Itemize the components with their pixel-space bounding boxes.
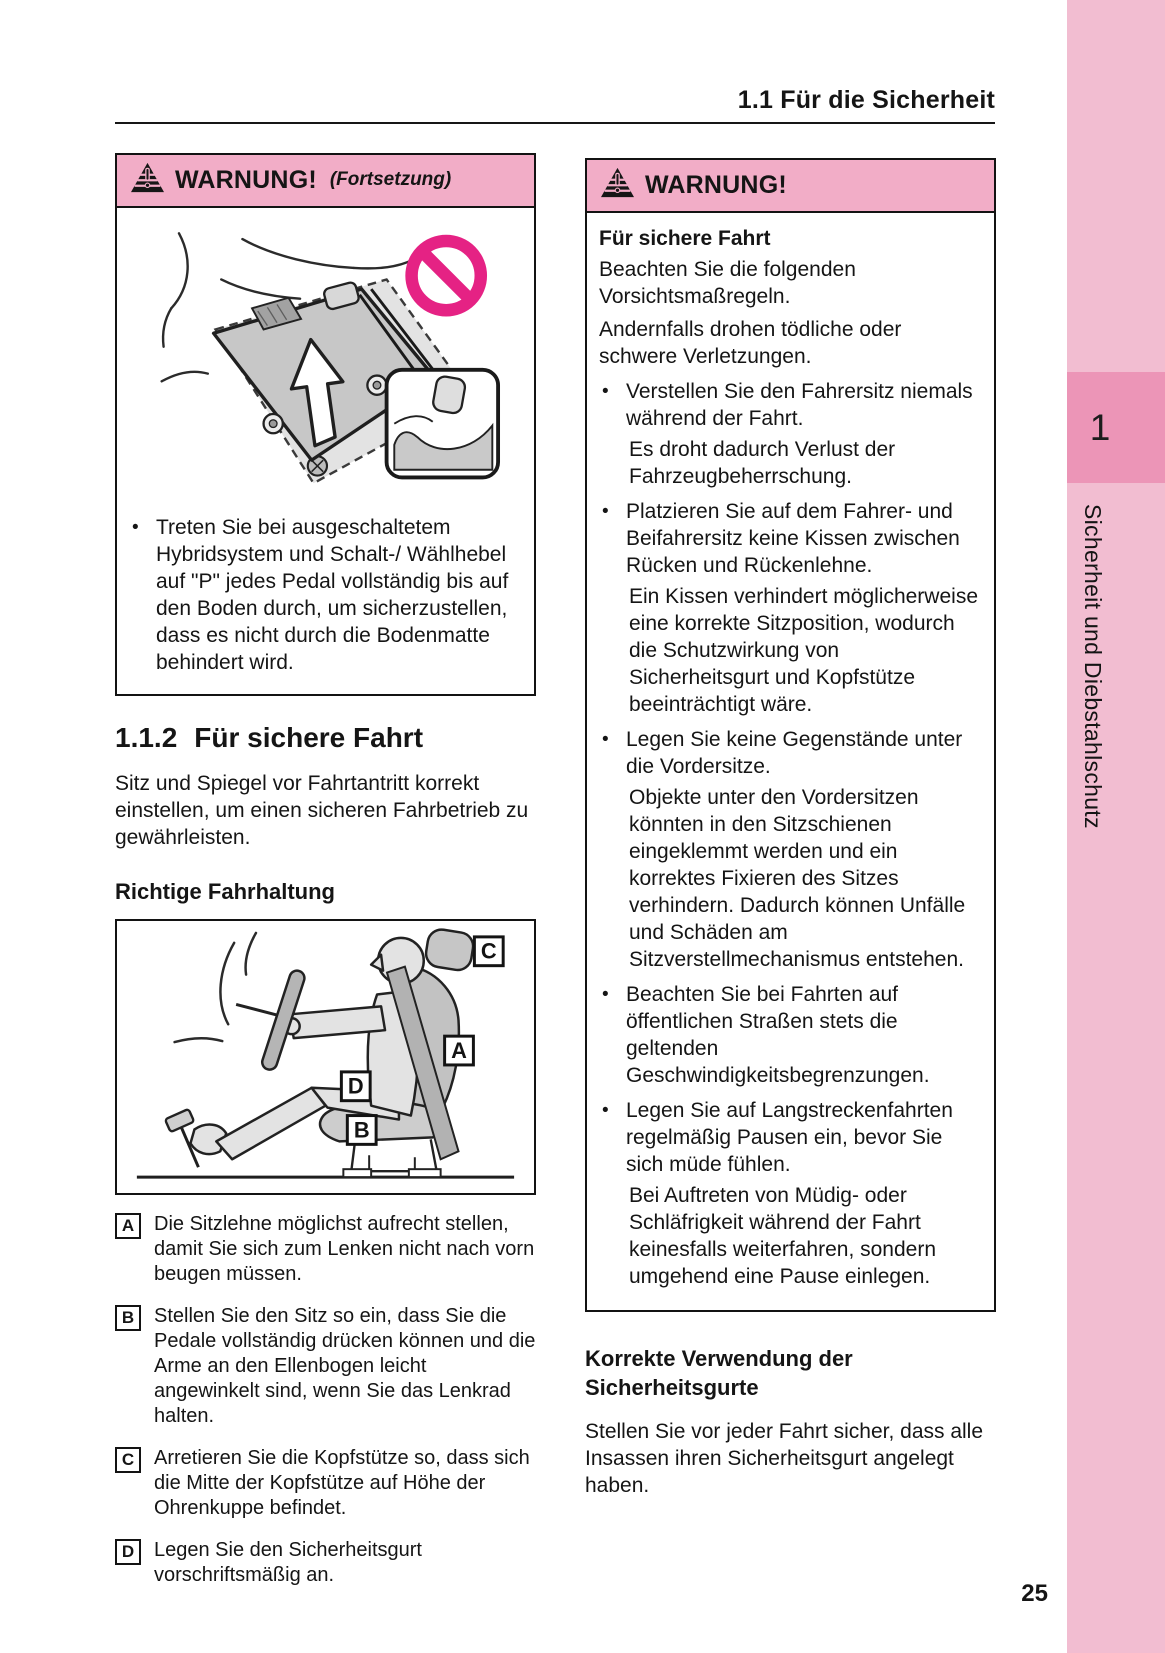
warning-bullet: • Beachten Sie bei Fahrten auf öffentlichen Straßen stets die geltenden Geschwindigkeitsbegrenzungen. — [602, 983, 930, 1087]
warning-para: Andernfalls drohen tödliche oder schwere Verletzungen. — [599, 318, 902, 368]
list-item — [115, 1304, 536, 1429]
chapter-sidebar — [1067, 0, 1165, 1653]
warning-bullet: • Legen Sie keine Gegenstände unter die Vordersitze. — [602, 728, 963, 778]
key-text-a: Die Sitzlehne möglichst aufrecht stellen, damit Sie sich zum Lenken nicht nach vorn beugen müssen. — [154, 1213, 535, 1285]
chapter-number-tab — [1067, 372, 1165, 483]
prohibition-icon — [412, 241, 481, 310]
page-title: 1.1 Für die Sicherheit — [737, 86, 995, 114]
seatbelt-subheading: Korrekte Verwendung der Sicherheitsgurte — [585, 1346, 853, 1400]
left-column — [115, 153, 536, 1588]
warning-bullet: • Platzieren Sie auf dem Fahrer- und Beifahrersitz keine Kissen zwischen Rücken und Rückenlehne. — [602, 500, 960, 577]
warning-title: WARNUNG! — [175, 165, 317, 194]
list-item — [115, 1538, 536, 1588]
warning-body — [587, 213, 994, 1310]
list-item — [115, 1446, 536, 1521]
figure-label-d: D — [347, 1073, 364, 1099]
key-text-d: Legen Sie den Sicherheitsgurt vorschriftsmäßig an. — [154, 1539, 422, 1586]
key-box-d: D — [115, 1539, 141, 1565]
driving-posture-illustration — [115, 919, 536, 1195]
warning-para: Beachten Sie die folgenden Vorsichtsmaßregeln. — [599, 258, 856, 308]
warning-header — [587, 160, 994, 213]
posture-subheading: Richtige Fahrhaltung — [115, 879, 335, 904]
warning-bullet-text: Treten Sie bei ausgeschaltetem Hybridsystem und Schalt-/ Wählhebel auf "P" jedes Pedal vollständig bis auf den Boden durch, um sicherzustellen, dass es nicht durch die Bodenmatte behindert wird. — [156, 516, 509, 674]
warning-box-continued — [115, 153, 536, 696]
warning-header — [117, 155, 534, 208]
warning-bullet-note: Objekte unter den Vordersitzen könnten in den Sitzschienen eingeklemmt werden und ein korrektes Fixieren des Sitzes verhindern. Dadurch können Unfälle und Schäden am Sitzverstellmechanismus entstehen. — [629, 786, 966, 971]
bullet-dot: • — [132, 517, 139, 538]
figure-label-b: B — [353, 1117, 370, 1143]
chapter-number: 1 — [1089, 406, 1111, 448]
warning-bullet: • Legen Sie auf Langstreckenfahrten regelmäßig Pausen ein, bevor Sie sich müde fühlen. — [602, 1099, 953, 1176]
warning-bullet-note: Bei Auftreten von Müdig- oder Schläfrigkeit während der Fahrt keinesfalls weiterfahren, sondern umgehend eine Pause einlegen. — [629, 1184, 937, 1288]
key-box-c: C — [115, 1447, 141, 1473]
warning-bullet-note: Es droht dadurch Verlust der Fahrzeugbeherrschung. — [629, 438, 896, 488]
key-box-a: A — [115, 1213, 141, 1239]
warning-bullet-note: Ein Kissen verhindert möglicherweise eine korrekte Sitzposition, wodurch die Schutzwirkung von Sicherheitsgurt und Kopfstütze beeinträchtigt wäre. — [629, 585, 978, 716]
list-item — [115, 1212, 536, 1287]
page-number: 25 — [1021, 1580, 1048, 1607]
section-intro: Sitz und Spiegel vor Fahrtantritt korrekt einstellen, um einen sicheren Fahrbetrieb zu gewährleisten. — [115, 772, 529, 849]
warning-bullet: • Verstellen Sie den Fahrersitz niemals während der Fahrt. — [602, 380, 973, 430]
key-text-b: Stellen Sie den Sitz so ein, dass Sie die Pedale vollständig drücken können und die Arme an den Ellenbogen leicht angewinkelt sind, wenn Sie das Lenkrad halten. — [154, 1305, 536, 1427]
warning-body — [117, 208, 534, 694]
section-number: 1.1.2 — [115, 722, 178, 753]
floor-mat-illustration — [129, 224, 522, 506]
warning-triangle-icon — [599, 166, 636, 204]
section-heading — [115, 722, 536, 754]
key-text-c: Arretieren Sie die Kopfstütze so, dass sich die Mitte der Kopfstütze auf Höhe der Ohrenkuppe befindet. — [154, 1447, 530, 1519]
header-rule — [115, 122, 995, 124]
section-title: Für sichere Fahrt — [194, 722, 424, 753]
chapter-title: Sicherheit und Diebstahlschutz — [1080, 504, 1106, 829]
seatbelt-para: Stellen Sie vor jeder Fahrt sicher, dass alle Insassen ihren Sicherheitsgurt angelegt haben. — [585, 1420, 984, 1497]
key-box-b: B — [115, 1305, 141, 1331]
warning-continuation: (Fortsetzung) — [329, 169, 452, 190]
posture-item-list — [115, 1212, 536, 1588]
warning-triangle-icon — [129, 161, 166, 199]
right-column — [585, 158, 996, 1499]
warning-subject: Für sichere Fahrt — [599, 227, 771, 250]
warning-box-safe-driving — [585, 158, 996, 1312]
figure-label-c: C — [480, 938, 497, 964]
warning-bullet — [129, 514, 522, 676]
figure-label-a: A — [451, 1037, 467, 1063]
warning-title: WARNUNG! — [645, 170, 787, 199]
running-header — [115, 86, 995, 124]
